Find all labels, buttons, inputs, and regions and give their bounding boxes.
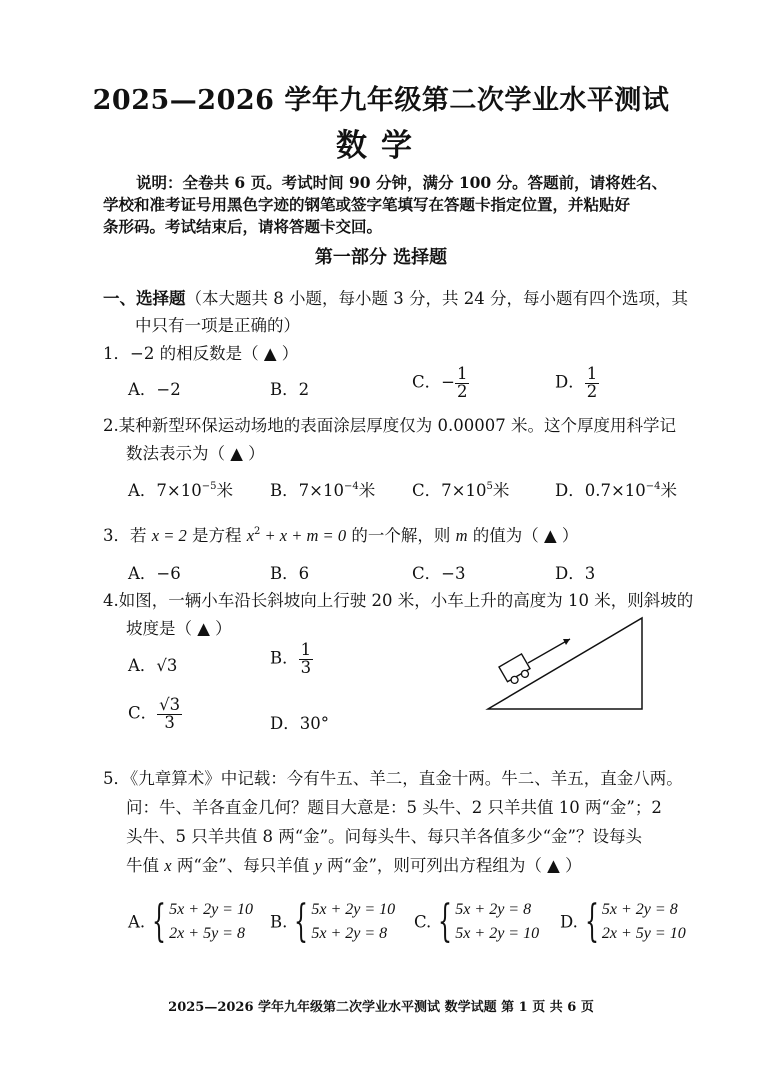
q2-option-d-exponent: −4 <box>645 481 661 492</box>
q1-option-c-sign: − <box>441 372 455 392</box>
q2-option-b-exponent: −4 <box>343 481 359 492</box>
q2-option-a-base: 7×10 <box>156 481 202 500</box>
equation-system <box>602 898 686 946</box>
fraction-denominator: 2 <box>586 381 598 401</box>
q2-option-a-exponent: −5 <box>201 481 217 492</box>
q4-stem-1: 如图，一辆小车沿长斜坡向上行驶 20 米，小车上升的高度为 10 米，则斜坡的 <box>118 591 694 610</box>
q5-option-a <box>128 898 253 946</box>
q5-option-d-label: D. <box>560 912 578 932</box>
brace-icon: { <box>584 896 599 947</box>
q4-stem-2: 坡度是（ ▲ ） <box>126 619 232 638</box>
q2-option-c <box>412 477 509 501</box>
part-header <box>103 285 688 309</box>
q2-option-d-unit: 米 <box>660 481 678 500</box>
q2-option-a-unit: 米 <box>216 481 233 500</box>
q1-number: 1． <box>103 344 130 363</box>
q4-option-a-label: A． <box>128 656 157 675</box>
q1-option-b: B．2 <box>270 380 310 399</box>
q4-option-a-value: √3 <box>156 656 178 675</box>
q2-stem-1: 某种新型环保运动场地的表面涂层厚度仅为 0.00007 米。这个厚度用科学记 <box>118 416 676 435</box>
q3-text-post: 的一个解，则 <box>346 526 456 545</box>
q5-stem-4-c: 两“金”，则可列出方程组为（ ▲ ） <box>321 856 582 875</box>
q2-option-a <box>128 477 233 501</box>
q4-option-b <box>270 642 313 676</box>
section-title: 第一部分 选择题 <box>314 247 448 268</box>
q1-option-c <box>412 366 469 400</box>
q5-option-b-label: B. <box>270 912 288 932</box>
equation-1: 5x + 2y = 8 <box>601 901 678 918</box>
q3-text-mid: 是方程 <box>186 526 247 545</box>
q2-option-d-label: D． <box>555 481 585 500</box>
q5-option-c <box>414 898 539 946</box>
question-5 <box>103 765 683 789</box>
q1-option-a: A．−2 <box>128 380 181 399</box>
q3-variable: m <box>455 526 468 545</box>
fraction-numerator: 1 <box>300 640 312 659</box>
q3-text-pre: 若 <box>130 526 152 545</box>
q2-option-c-exponent: 5 <box>486 481 493 492</box>
equation-2: 2x + 5y = 8 <box>169 925 245 942</box>
page-footer: 2025—2026 学年九年级第二次学业水平测试 数学试题 第 1 页 共 6 页 <box>168 1000 594 1015</box>
fraction-numerator: 1 <box>586 364 598 383</box>
car-figure <box>499 654 533 686</box>
q3-equation-rest: + x + m = 0 <box>260 526 347 545</box>
question-2 <box>103 412 676 436</box>
fraction-denominator: 2 <box>456 381 468 401</box>
brace-icon: { <box>294 896 309 947</box>
fraction-denominator: 3 <box>164 712 175 732</box>
q4-option-b-label: B． <box>270 648 299 668</box>
q4-number: 4. <box>103 591 119 610</box>
equation-system <box>311 898 395 946</box>
q5-stem-1: 《九章算术》中记载：今有牛五、羊二，直金十两。牛二、羊五，直金八两。 <box>130 769 683 788</box>
q4-option-c <box>128 697 182 731</box>
q4-option-d: D．30° <box>270 714 329 733</box>
fraction-denominator: 3 <box>300 657 312 677</box>
brace-icon: { <box>152 896 167 947</box>
q5-option-b <box>270 898 395 946</box>
q5-stem-2: 问：牛、羊各直金几何？题目大意是：5 头牛、2 只羊共值 10 两“金”；2 <box>126 798 662 817</box>
part-desc-1: （本大题共 8 小题，每小题 3 分，共 24 分，每小题有四个选项，其 <box>185 289 688 308</box>
q2-option-b-label: B． <box>270 481 299 500</box>
q1-option-d-label: D． <box>555 372 585 392</box>
q2-option-b-base: 7×10 <box>298 481 344 500</box>
q2-option-c-unit: 米 <box>492 481 510 500</box>
fraction-numerator: √3 <box>159 695 181 714</box>
q5-var-x: x <box>164 856 172 875</box>
q5-stem-4 <box>126 852 582 876</box>
q3-equation-exponent: 2 <box>254 526 261 537</box>
equation-2: 5x + 2y = 10 <box>455 925 540 942</box>
slope-diagram <box>484 614 648 714</box>
equation-1: 5x + 2y = 10 <box>311 901 396 918</box>
q2-stem-2: 数法表示为（ ▲ ） <box>126 444 265 463</box>
q2-option-a-label: A． <box>128 481 157 500</box>
q3-option-c: C．−3 <box>412 564 466 583</box>
q3-number: 3． <box>103 526 130 545</box>
q2-option-d <box>555 477 677 501</box>
instructions-line-3: 条形码。考试结束后，请将答题卡交回。 <box>103 217 383 236</box>
q2-option-d-base: 0.7×10 <box>584 481 646 500</box>
exam-title: 2025—2026 学年九年级第二次学业水平测试 <box>92 85 670 116</box>
equation-2: 5x + 2y = 8 <box>311 925 388 942</box>
q5-option-d <box>560 898 686 946</box>
q5-stem-4-b: 两“金”、每只羊值 <box>171 856 315 875</box>
q1-option-c-label: C． <box>412 372 442 392</box>
equation-system <box>455 898 539 946</box>
instructions-label: 说明： <box>136 173 183 192</box>
part-desc-2: 中只有一项是正确的） <box>135 316 300 335</box>
q5-var-y: y <box>314 856 322 875</box>
q2-number: 2. <box>103 416 119 435</box>
q3-text-end: 的值为（ ▲ ） <box>467 526 579 545</box>
q2-option-c-label: C． <box>412 481 442 500</box>
q3-condition: x = 2 <box>151 526 187 545</box>
question-3 <box>103 522 578 546</box>
subject-title: 数学 <box>336 128 426 164</box>
q5-option-c-label: C. <box>414 912 432 932</box>
q3-option-b: B．6 <box>270 564 310 583</box>
q3-option-d: D．3 <box>555 564 596 583</box>
question-1 <box>103 340 298 364</box>
exam-instructions <box>103 172 703 238</box>
q1-option-d-fraction <box>585 366 600 400</box>
direction-arrow-line <box>528 639 570 663</box>
q4-option-a <box>128 652 177 676</box>
q1-stem: −2 的相反数是（ ▲ ） <box>130 344 299 363</box>
q3-option-a: A．−6 <box>128 564 181 583</box>
equation-system <box>169 898 253 946</box>
fraction-numerator: 1 <box>456 364 468 383</box>
q2-option-c-base: 7×10 <box>441 481 487 500</box>
q5-stem-3: 头牛、5 只羊共值 8 两“金”。问每头牛、每只羊各值多少“金”？设每头 <box>126 827 642 846</box>
q3-equation-var: x <box>246 526 255 545</box>
q4-option-b-fraction <box>299 642 314 676</box>
q4-option-c-label: C． <box>128 703 158 723</box>
q5-stem-4-a: 牛值 <box>126 856 165 875</box>
part-label: 一、选择题 <box>103 289 186 308</box>
instructions-line-2: 学校和准考证号用黑色字迹的钢笔或签字笔填写在答题卡指定位置，并粘贴好 <box>103 195 631 214</box>
q1-option-d <box>555 366 599 400</box>
question-4 <box>103 587 693 611</box>
equation-1: 5x + 2y = 8 <box>455 901 532 918</box>
q1-option-c-fraction <box>455 366 470 400</box>
equation-2: 2x + 5y = 10 <box>601 925 686 942</box>
q5-number: 5． <box>103 769 130 788</box>
q4-option-c-fraction <box>157 697 182 731</box>
q2-option-b <box>270 477 375 501</box>
instructions-line-1: 全卷共 6 页。考试时间 90 分钟，满分 100 分。答题前，请将姓名、 <box>182 173 668 192</box>
q5-option-a-label: A. <box>128 912 146 932</box>
brace-icon: { <box>438 896 453 947</box>
q2-option-b-unit: 米 <box>358 481 376 500</box>
equation-1: 5x + 2y = 10 <box>169 901 253 918</box>
